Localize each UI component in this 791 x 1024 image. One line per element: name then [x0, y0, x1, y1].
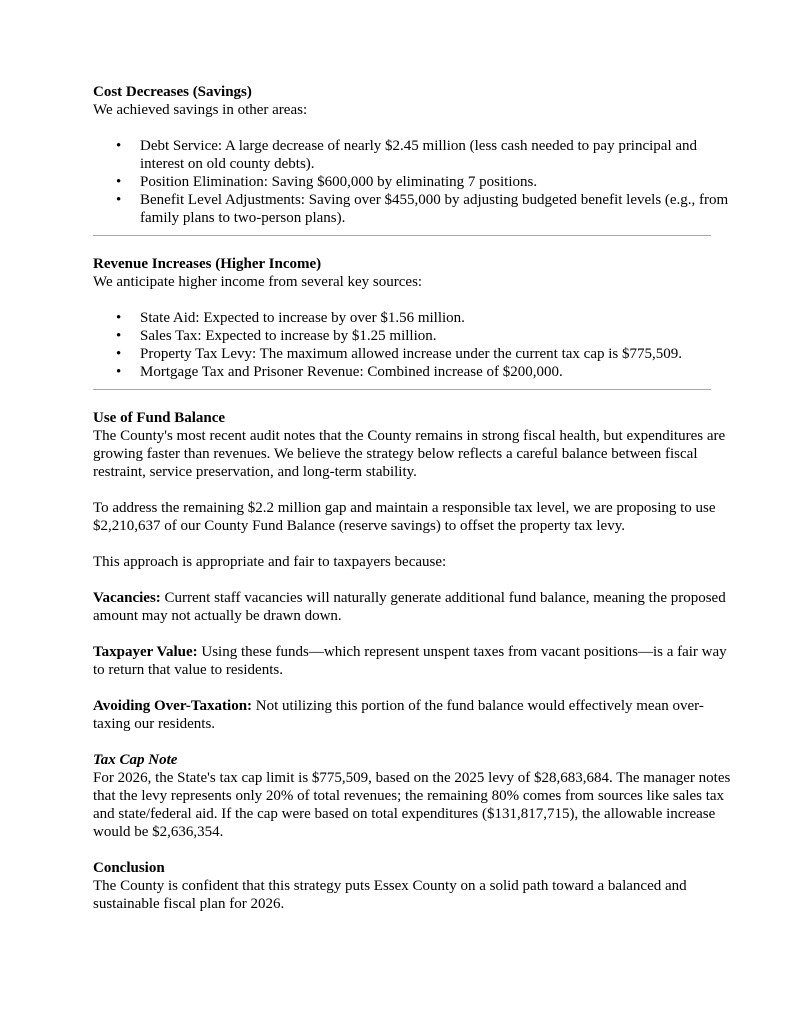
revenue-increases-section	[93, 255, 733, 381]
horizontal-divider	[93, 235, 711, 236]
fund-balance-heading: Use of Fund Balance	[93, 410, 226, 426]
list-item: • Debt Service: A large decrease of nearly $2.45 million (less cash needed to pay principal and interest on old county debts).	[93, 137, 733, 173]
list-item: • Benefit Level Adjustments: Saving over $455,000 by adjusting budgeted benefit levels (e.g., from family plans to two-person plans).	[93, 191, 733, 227]
cost-decreases-list	[93, 137, 733, 227]
reason-taxpayer-value	[93, 643, 733, 679]
reason-avoiding-over-taxation	[93, 697, 733, 733]
fund-balance-paragraph: To address the remaining $2.2 million gap and maintain a responsible tax level, we are proposing to use $2,210,637 of our County Fund Balance (reserve savings) to offset the property tax levy.	[93, 500, 716, 534]
revenue-increases-heading: Revenue Increases (Higher Income)	[93, 256, 322, 272]
document-page	[93, 83, 733, 913]
tax-cap-note-heading: Tax Cap Note	[93, 752, 178, 768]
cost-decreases-section	[93, 83, 733, 227]
horizontal-divider	[93, 389, 711, 390]
conclusion-text: The County is confident that this strategy puts Essex County on a solid path toward a balanced and sustainable fiscal plan for 2026.	[93, 878, 687, 912]
tax-cap-note-section	[93, 751, 733, 841]
cost-decreases-heading: Cost Decreases (Savings)	[93, 84, 252, 100]
list-item: • Property Tax Levy: The maximum allowed increase under the current tax cap is $775,509.	[93, 345, 733, 363]
cost-decreases-intro: We achieved savings in other areas:	[93, 102, 308, 118]
conclusion-heading: Conclusion	[93, 860, 165, 876]
fund-balance-paragraph: The County's most recent audit notes that the County remains in strong fiscal health, but expenditures are growing faster than revenues. We believe the strategy below reflects a careful balance between fiscal restraint, service preservation, and long-term stability.	[93, 428, 726, 480]
revenue-increases-intro: We anticipate higher income from several key sources:	[93, 274, 423, 290]
reason-text: Not utilizing this portion of the fund balance would effectively mean over-taxing our residents.	[93, 698, 704, 732]
conclusion-section	[93, 859, 733, 913]
fund-balance-section	[93, 409, 733, 733]
list-item: • State Aid: Expected to increase by over $1.56 million.	[93, 309, 733, 327]
list-item: • Mortgage Tax and Prisoner Revenue: Combined increase of $200,000.	[93, 363, 733, 381]
list-item: • Position Elimination: Saving $600,000 by eliminating 7 positions.	[93, 173, 733, 191]
list-item: • Sales Tax: Expected to increase by $1.25 million.	[93, 327, 733, 345]
reason-lead: Taxpayer Value:	[93, 644, 198, 660]
reason-text: Using these funds—which represent unspent taxes from vacant positions—is a fair way to return that value to residents.	[93, 644, 727, 678]
reason-lead: Vacancies:	[93, 590, 161, 606]
reason-lead: Avoiding Over-Taxation:	[93, 698, 253, 714]
fund-balance-paragraph: This approach is appropriate and fair to taxpayers because:	[93, 554, 447, 570]
revenue-increases-list	[93, 309, 733, 381]
tax-cap-note-text: For 2026, the State's tax cap limit is $775,509, based on the 2025 levy of $28,683,684. The manager notes that the levy represents only 20% of total revenues; the remaining 80% comes from sources like sales tax and state/federal aid. If the cap were based on total expenditures ($131,817,715), the allowable increase would be $2,636,354.	[93, 770, 731, 840]
reason-text: Current staff vacancies will naturally generate additional fund balance, meaning the proposed amount may not actually be drawn down.	[93, 590, 726, 624]
reason-vacancies	[93, 589, 733, 625]
